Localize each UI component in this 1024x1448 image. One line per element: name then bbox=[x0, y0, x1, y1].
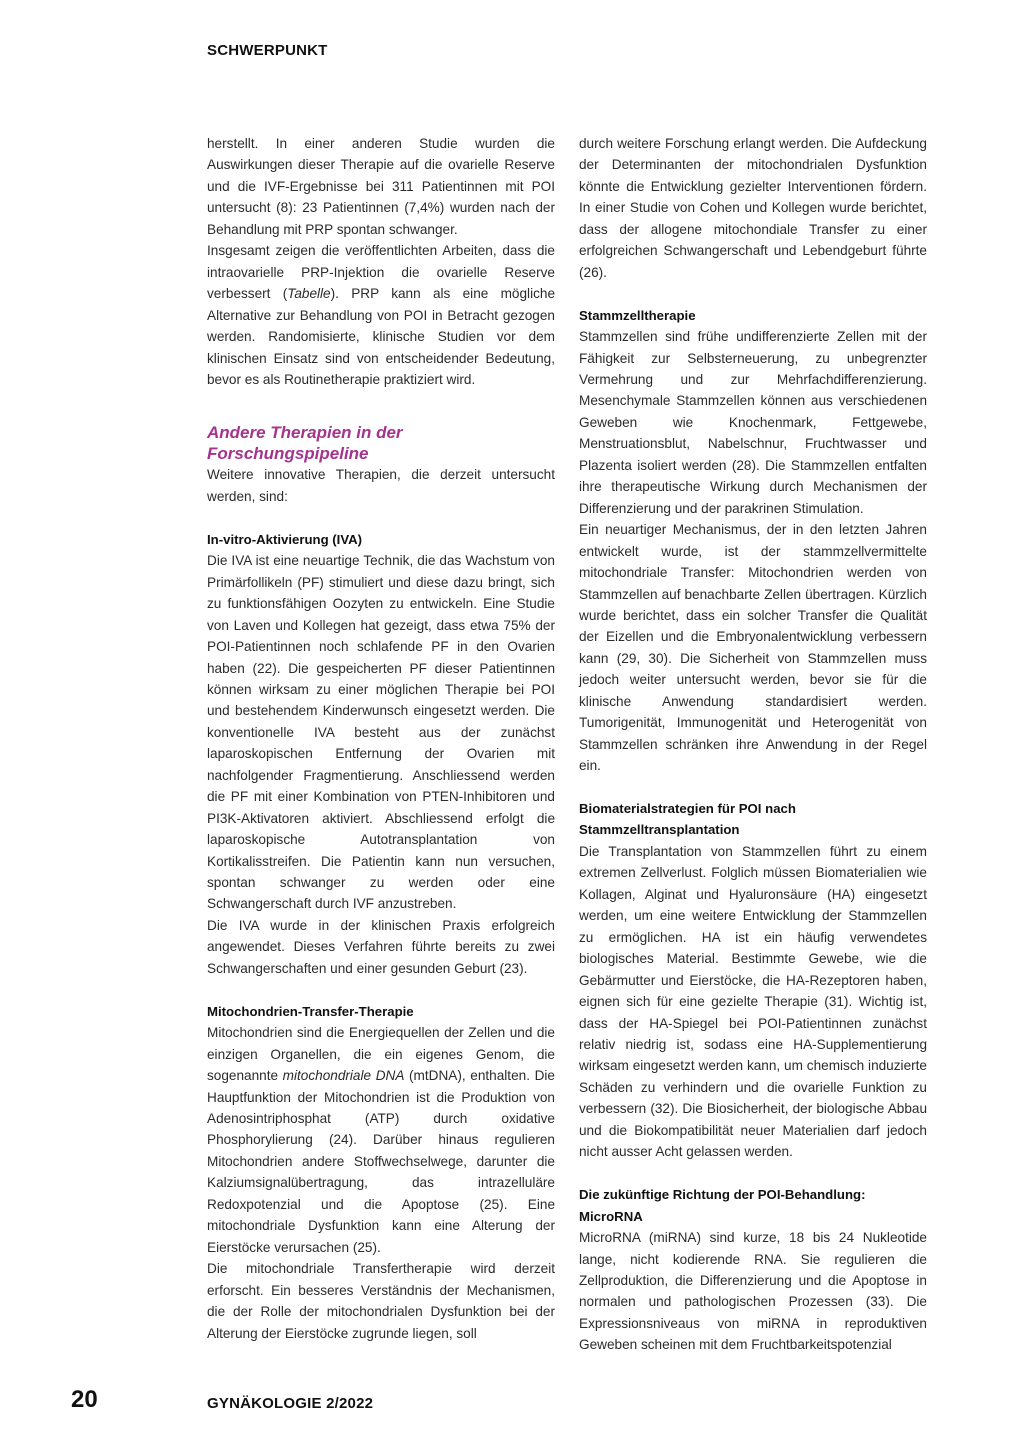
right-column bbox=[579, 133, 927, 1356]
paragraph: Mitochondrien sind die Energiequellen der Zellen und die einzigen Organellen, die ein eigenes Genom, die sogenannte mitochondriale DNA (mtDNA), enthalten. Die Hauptfunktion der Mitochondrien ist die Produktion von Adenosintriphosphat (ATP) durch oxidative Phosphorylierung (24). Darüber hinaus regulieren Mitochondrien andere Stoffwechselwege, darunter die Kalziumsignalübertragung, das intrazelluläre Redoxpotenzial und die Apoptose (25). Eine mitochondriale Dysfunktion kann eine Alterung der Eierstöcke verursachen (25). bbox=[207, 1025, 555, 1255]
paragraph: Ein neuartiger Mechanismus, der in den letzten Jahren entwickelt wurde, ist der stammzellvermittelte mitochondriale Transfer: Mitochondrien werden von Stammzellen auf benachbarte Zellen übertragen. Kürzlich wurde berichtet, dass ein solcher Transfer die Qualität der Eizellen und die Embryonalentwicklung verbessern kann (29, 30). Die Sicherheit von Stammzellen muss jedoch weiter untersucht werden, bevor sie für die klinische Anwendung standardisiert werden. Tumorigenität, Immunogenität und Heterogenität von Stammzellen schränken ihre Anwendung in der Regel ein. bbox=[579, 522, 927, 774]
subheading-mitochondria: Mitochondrien-Transfer-Therapie bbox=[207, 1003, 414, 1019]
paragraph: Stammzellen sind frühe undifferenzierte Zellen mit der Fähigkeit zur Selbsterneuerung, zu unbegrenzter Vermehrung und zur Mehrfachdifferenzierung. Mesenchymale Stammzellen können aus verschiedenen Geweben wie Knochenmark, Fettgewebe, Menstruationsblut, Nabelschnur, Fruchtwasser und Plazenta isoliert werden (28). Die Stammzellen entfalten ihre therapeutische Wirkung durch Mechanismen der Differenzierung und der parakrinen Stimulation. bbox=[579, 329, 927, 516]
paragraph: herstellt. In einer anderen Studie wurden die Auswirkungen dieser Therapie auf die ovarielle Reserve und die IVF-Ergebnisse bei 311 Patientinnen mit POI untersucht (8): 23 Patientinnen (7,4%) wurden nach der Behandlung mit PRP spontan schwanger. bbox=[207, 136, 555, 237]
paragraph: durch weitere Forschung erlangt werden. Die Aufdeckung der Determinanten der mitochondrialen Dysfunktion könnte die Entwicklung gezielter Interventionen fördern. In einer Studie von Cohen und Kollegen wurde berichtet, dass der allogene mitochondiale Transfer zu einer erfolgreichen Schwangerschaft und Lebendgeburt führte (26). bbox=[579, 136, 927, 280]
subheading-biomaterials: Biomaterialstrategien für POI nach Stammzelltransplantation bbox=[579, 801, 796, 838]
paragraph: Die mitochondriale Transfertherapie wird derzeit erforscht. Ein besseres Verständnis der Mechanismen, die der Rolle der mitochondrialen Dysfunktion bei der Alterung der Eierstöcke zugrunde liegen, soll bbox=[207, 1261, 555, 1341]
paragraph: Die Transplantation von Stammzellen führt zu einem extremen Zellverlust. Folglich müssen Biomaterialien wie Kollagen, Alginat und Hyaluronsäure (HA) eingesetzt werden, um eine weitere Entwicklung der Stammzellen zu ermöglichen. HA ist ein häufig verwendetes biologisches Material. Bestimmte Gewebe, wie die Gebärmutter und Eierstöcke, die HA-Rezeptoren haben, eignen sich für eine gezielte Therapie (31). Wichtig ist, dass der HA-Spiegel bei POI-Patientinnen zunächst relativ niedrig ist, sodass eine HA-Supplementierung wirksam eingesetzt werden kann, um chemisch induzierte Schäden zu verhindern und die ovarielle Funktion zu verbessern (32). Die Biosicherheit, der biologische Abbau und die Biokompatibilität neuer Materialien darf jedoch nicht ausser Acht gelassen werden. bbox=[579, 843, 927, 1160]
emphasis: Tabelle bbox=[287, 286, 331, 302]
emphasis: mitochondriale DNA bbox=[282, 1068, 405, 1084]
subheading-iva: In-vitro-Aktivierung (IVA) bbox=[207, 531, 363, 547]
page-number: 20 bbox=[71, 1386, 98, 1413]
paragraph: Insgesamt zeigen die veröffentlichten Arbeiten, dass die intraovarielle PRP-Injektion die ovarielle Reserve verbessert (Tabelle). PRP kann als eine mögliche Alternative zur Behandlung von POI in Betracht gezogen werden. Randomisierte, klinische Studien vor dem klinischen Einsatz sind von entscheidender Bedeutung, bevor es als Routinetherapie praktiziert wird. bbox=[207, 243, 556, 387]
paragraph: Weitere innovative Therapien, die derzeit untersucht werden, sind: bbox=[207, 467, 555, 504]
paragraph: Die IVA wurde in der klinischen Praxis erfolgreich angewendet. Dieses Verfahren führte bereits zu zwei Schwangerschaften und einer gesunden Geburt (23). bbox=[207, 917, 555, 976]
subheading-stem-cells: Stammzelltherapie bbox=[579, 307, 696, 323]
subheading-microrna: Die zukünftige Richtung der POI-Behandlung: MicroRNA bbox=[579, 1187, 866, 1224]
paragraph: Die IVA ist eine neuartige Technik, die das Wachstum von Primärfollikeln (PF) stimuliert und diese dazu bringt, sich zu funktionsfähigen Oozyten zu entwickeln. Eine Studie von Laven und Kollegen hat gezeigt, dass etwa 75% der POI-Patientinnen noch schlafende PF in den Ovarien haben (22). Die gespeicherten PF dieser Patientinnen können wirksam zu einer möglichen Therapie bei POI und bestehendem Kinderwunsch eingesetzt werden. Die konventionelle IVA besteht aus der zunächst laparoskopischen Entfernung der Ovarien mit nachfolgender Fragmentierung. Anschliessend werden die PF mit einer Kombination von PTEN-Inhibitoren und PI3K-Aktivatoren aktiviert. Abschliessend erfolgt die laparoskopische Autotransplantation von Kortikalisstreifen. Die Patientin kann nun versuchen, spontan schwanger zu werden oder eine Schwangerschaft durch IVF anzustreben. bbox=[207, 553, 555, 912]
section-title: Andere Therapien in der Forschungspipeline bbox=[207, 423, 403, 464]
section-label: SCHWERPUNKT bbox=[207, 42, 328, 59]
left-column bbox=[207, 133, 555, 1344]
paragraph: MicroRNA (miRNA) sind kurze, 18 bis 24 Nukleotide lange, nicht kodierende RNA. Sie regulieren die Zellproduktion, die Differenzierung und die Apoptose in normalen und pathologischen Prozessen (33). Die Expressionsniveaus von miRNA in reproduktiven Geweben scheinen mit dem Fruchtbarkeitspotenzial bbox=[579, 1230, 927, 1353]
journal-title: GYNÄKOLOGIE 2/2022 bbox=[207, 1395, 374, 1412]
